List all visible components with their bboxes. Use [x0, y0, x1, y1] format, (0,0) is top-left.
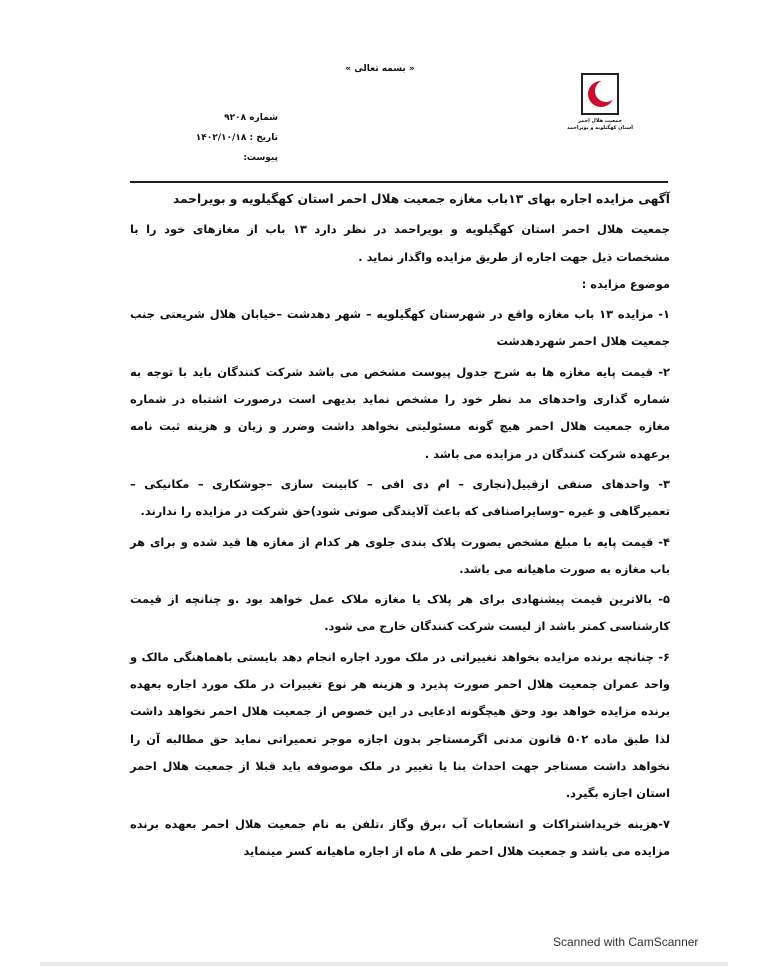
letter-meta	[168, 108, 278, 168]
red-crescent-icon	[580, 72, 620, 116]
header-divider	[130, 181, 668, 183]
logo-line-1: جمعیت هلال احمر	[578, 118, 622, 124]
organization-logo	[560, 72, 640, 132]
intro-paragraph: جمعیت هلال احمر استان کهگیلویه و بویراحمد در نظر دارد ۱۳ باب از مغازهای خود را با مشخصات ذیل جهت اجاره از طریق مزایده واگذار نماید .	[130, 222, 670, 264]
document-title: آگهی مزایده اجاره بهای ۱۳باب مغازه جمعیت هلال احمر استان کهگیلویه و بویراحمد	[172, 192, 670, 206]
clause-6: ۶- چنانچه برنده مزایده بخواهد تغییراتی در ملک مورد اجاره انجام دهد بایستی باهماهنگی مالک و واحد عمران جمعیت هلال احمر صورت پذیرد و هزینه هر نوع تغییرات در ملک مورد اجاره بعهده برنده مزایده خواهد بود وحق هیچگونه ادعایی در این خصوص از جمعیت هلال احمر نخواهد داشت لذا طبق ماده ۵۰۲ قانون مدنی اگرمستاجر بدون اجازه موجر تعمیراتی نماید حق مطالبه آن را نخواهد داشت مستاجر جهت احداث بنا یا تغییر در ملک موصوفه باید قبلا از جمعیت هلال احمر استان اجازه بگیرد.	[130, 649, 671, 801]
letter-date: تاریخ : ۱۴۰۲/۱۰/۱۸	[195, 133, 278, 143]
subject-heading: موضوع مزایده :	[581, 276, 670, 291]
logo-text	[560, 118, 640, 132]
clause-7: ۷-هزینه خریداشتراکات و انشعابات آب ،برق وگاز ،تلفن به نام جمعیت هلال احمر بعهده برنده مزایده می باشد و جمعیت هلال احمر طی ۸ ماه از اجاره ماهیانه کسر مینماید	[130, 816, 670, 858]
document-body	[130, 186, 670, 865]
letter-attachment: پیوست:	[243, 153, 278, 163]
basmala: « بسمه تعالی »	[345, 64, 415, 74]
scan-edge	[40, 962, 728, 966]
scanner-watermark: Scanned with CamScanner	[553, 935, 699, 949]
clause-2: ۲- قیمت پایه مغازه ها به شرح جدول پیوست مشخص می باشد شرکت کنندگان باید با توجه به شماره گذاری واحدهای مد نظر خود را مشخص نماید بدیهی است درصورت اشتباه در شماره مغازه جمعیت هلال احمر هیچ گونه مسئولیتی نخواهد داشت وضرر و زیان و هزینه ثبت نامه برعهده شرکت کنندگان در مزایده می باشد .	[130, 364, 670, 461]
clause-1: ۱- مزایده ۱۳ باب مغازه واقع در شهرستان کهگیلویه – شهر دهدشت –خیابان هلال شریعتی جنب جمعیت هلال احمر شهردهدشت	[130, 307, 670, 349]
clause-3: ۳- واحدهای صنفی ازقبیل(نجاری – ام دی افی – کابینت سازی –جوشکاری – مکانیکی – تعمیرگاهی و غیره –وسایراصنافی که باعث آلایندگی صوتی شود)حق شرکت در مزایده را ندارند.	[130, 476, 670, 519]
clause-4: ۴- قیمت پایه با مبلغ مشخص بصورت پلاک بندی جلوی هر کدام از مغازه ها قید شده و برای هر باب مغازه به صورت ماهیانه می باشد.	[130, 534, 670, 576]
logo-line-2: استان کهگیلویه و بویراحمد	[567, 125, 633, 131]
letter-number: شماره ۹۲۰۸	[224, 113, 278, 123]
clause-5: ۵- بالاترین قیمت پیشنهادی برای هر پلاک یا مغازه ملاک عمل خواهد بود .و چنانچه از قیمت کارشناسی کمتر باشد از لیست شرکت کنندگان خارج می شود.	[130, 592, 670, 634]
